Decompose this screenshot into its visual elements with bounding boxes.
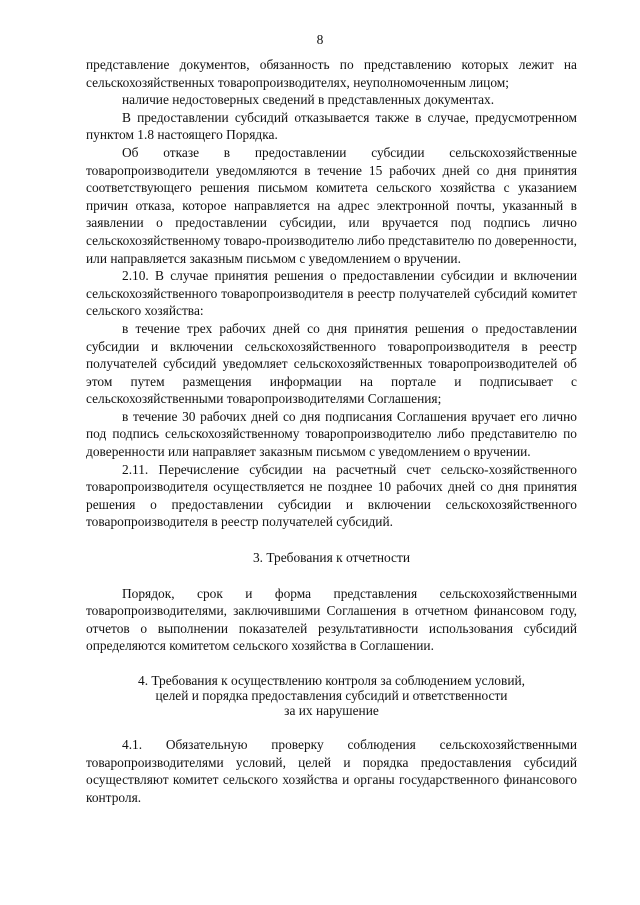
document-body bbox=[86, 56, 577, 806]
paragraph-documents-unauthorized: представление документов, обязанность по представлению которых лежит на сельскохозяйственных товаропроизводителях, неуполномоченным лицом; bbox=[86, 57, 577, 90]
paragraph-4-1: 4.1. Обязательную проверку соблюдения сельскохозяйственными товаропроизводителями условий, целей и порядка предоставления субсидий осуществляют комитет сельского хозяйства и органы государственного финансового контроля. bbox=[86, 737, 577, 805]
paragraph-3-days: в течение трех рабочих дней со дня принятия решения о предоставлении субсидии и включении сельскохозяйственного товаропроизводителя в реестр получателей субсидий уведомляет сельскохозяйственных товаропроизводителей об этом путем размещения информации на портале и подписывает с сельскохозяйственными товаропроизводителями Соглашения; bbox=[86, 320, 577, 407]
section-4-heading-line-2: целей и порядка предоставления субсидий и ответственности bbox=[155, 688, 508, 703]
paragraph-2-10: 2.10. В случае принятия решения о предоставлении субсидии и включении сельскохозяйственного товаропроизводителя в реестр получателей субсидий комитет сельского хозяйства: bbox=[86, 268, 577, 319]
paragraph-2-11: 2.11. Перечисление субсидии на расчетный счет сельско-хозяйственного товаропроизводителя осуществляется не позднее 10 рабочих дней со дня принятия решения о предоставлении субсидии и включении сельскохозяйственного товаропроизводителя в реестр получателей субсидий. bbox=[86, 461, 577, 530]
paragraph-refusal-notification: Об отказе в предоставлении субсидии сельскохозяйственные товаропроизводители уведомляются в течение 15 рабочих дней со дня принятия соответствующего решения письмом комитета сельского хозяйства с указанием причин отказа, которое направляется на адрес электронной почты, указанный в заявлении о предоставлении субсидии, или вручается под подпись лично сельскохозяйственному товаро-производителю либо представителю по доверенности, или направляется заказным письмом с уведомлением о вручении. bbox=[86, 144, 577, 266]
section-3-paragraph: Порядок, срок и форма представления сельскохозяйственными товаропроизводителями, заключившими Соглашения в отчетном финансовом году, отчетов о выполнении показателей результативности использования субсидий определяются комитетом сельского хозяйства в Соглашении. bbox=[86, 585, 577, 654]
paragraph-30-days: в течение 30 рабочих дней со дня подписания Соглашения вручает его лично под подпись сельскохозяйственному товаропроизводителю либо представителю по доверенности или направляет заказным письмом с уведомлением о вручении. bbox=[86, 408, 577, 460]
section-4-heading bbox=[86, 673, 577, 718]
paragraph-refusal-case: В предоставлении субсидий отказывается также в случае, предусмотренном пунктом 1.8 настоящего Порядка. bbox=[86, 109, 577, 143]
section-3-heading: 3. Требования к отчетности bbox=[252, 550, 411, 566]
section-4-heading-line-3: за их нарушение bbox=[284, 703, 379, 718]
section-4-heading-line-1: 4. Требования к осуществлению контроля за соблюдением условий, bbox=[138, 673, 525, 688]
paragraph-invalid-info: наличие недостоверных сведений в представленных документах. bbox=[122, 92, 495, 108]
page-number: 8 bbox=[316, 32, 324, 47]
